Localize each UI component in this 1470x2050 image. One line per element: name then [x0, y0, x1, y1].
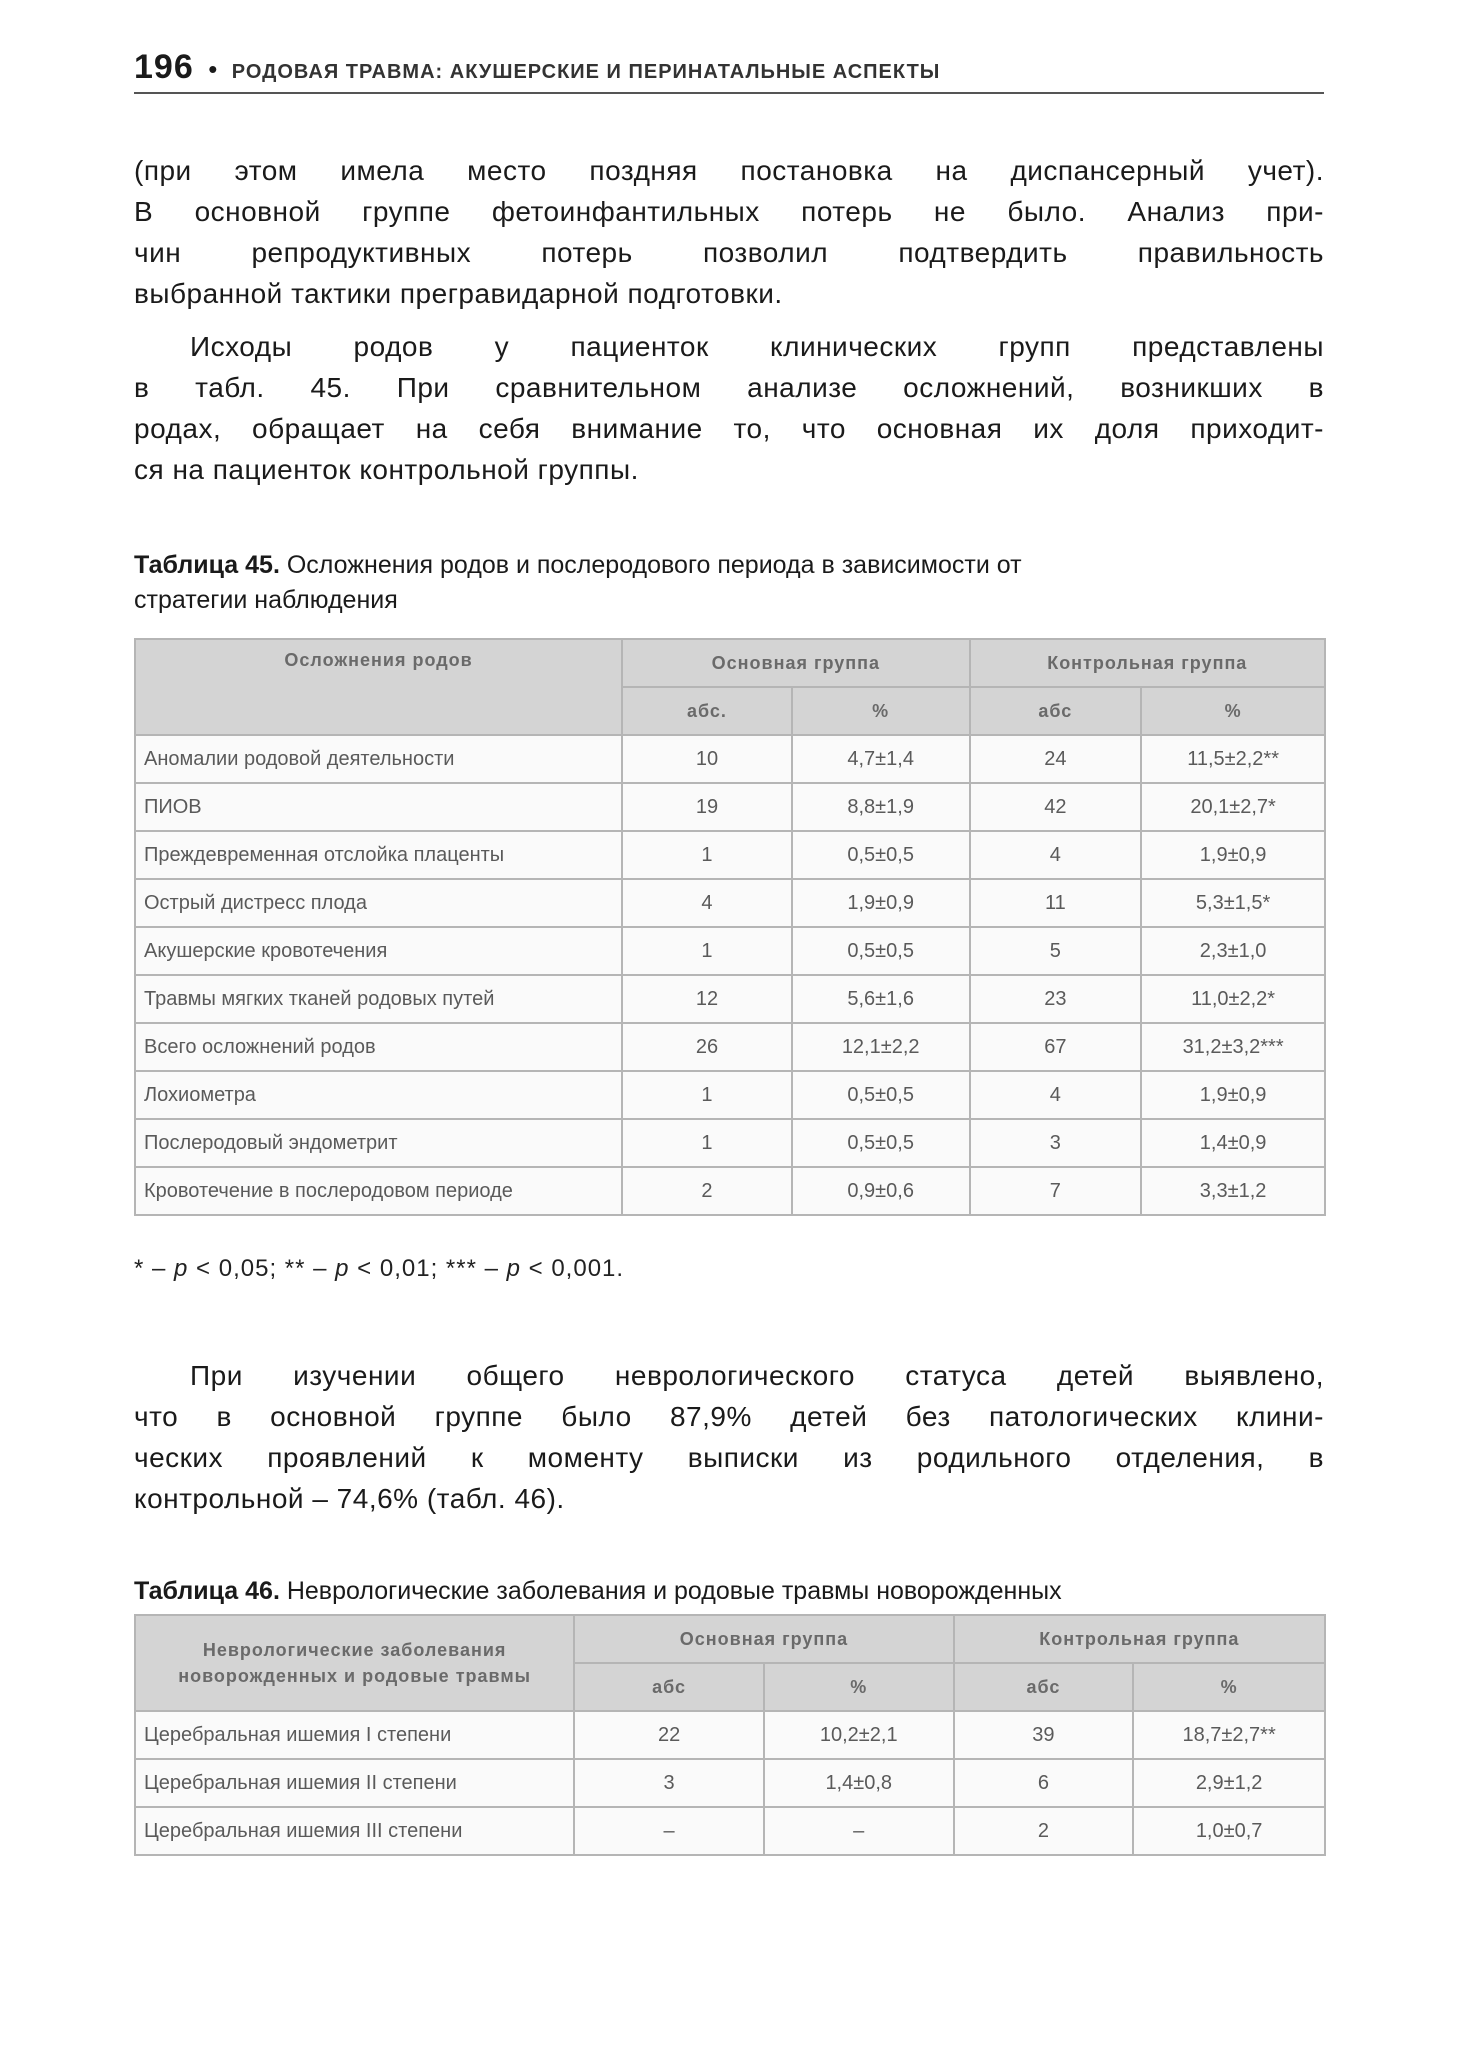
cell-control-abs: 11	[970, 879, 1142, 927]
cell-control-abs: 6	[954, 1759, 1134, 1807]
cell-control-pct: 11,5±2,2**	[1141, 735, 1325, 783]
table-row	[135, 879, 1325, 927]
row-label: ПИОВ	[135, 783, 622, 831]
table-row	[135, 1167, 1325, 1215]
cell-main-pct: 10,2±2,1	[764, 1711, 954, 1759]
cell-main-abs: 1	[622, 927, 792, 975]
row-label: Всего осложнений родов	[135, 1023, 622, 1071]
table-row	[135, 1023, 1325, 1071]
text-line: При изучении общего неврологического статуса детей выявлено,	[190, 1360, 1324, 1391]
text-line: В основной группе фетоинфантильных потерь не было. Анализ при-	[134, 196, 1324, 227]
cell-control-abs: 4	[970, 831, 1142, 879]
cell-main-pct: 8,8±1,9	[792, 783, 970, 831]
col-header-neuro-line1: Неврологические заболевания	[202, 1640, 507, 1660]
cell-control-abs: 42	[970, 783, 1142, 831]
table-row	[135, 1807, 1325, 1855]
paragraph-3	[134, 1355, 1324, 1519]
row-label: Послеродовый эндометрит	[135, 1119, 622, 1167]
col-header-neuro	[135, 1615, 574, 1711]
cell-main-pct: 0,9±0,6	[792, 1167, 970, 1215]
cell-main-abs: 1	[622, 1119, 792, 1167]
col-header-pct: %	[792, 687, 970, 735]
table-46-caption	[134, 1574, 1324, 1609]
col-header-pct: %	[1141, 687, 1325, 735]
cell-main-abs: 19	[622, 783, 792, 831]
table-row	[135, 927, 1325, 975]
row-label: Церебральная ишемия I степени	[135, 1711, 574, 1759]
cell-control-pct: 18,7±2,7**	[1133, 1711, 1325, 1759]
cell-main-abs: 1	[622, 1071, 792, 1119]
text-line: родах, обращает на себя внимание то, что основная их доля приходит-	[134, 413, 1324, 444]
col-header-pct: %	[1133, 1663, 1325, 1711]
cell-main-pct: 1,9±0,9	[792, 879, 970, 927]
table-46-title: Неврологические заболевания и родовые травмы новорожденных	[279, 1577, 1062, 1605]
cell-main-abs: 3	[574, 1759, 764, 1807]
cell-main-abs: 10	[622, 735, 792, 783]
cell-main-pct: 5,6±1,6	[792, 975, 970, 1023]
text-line: что в основной группе было 87,9% детей без патологических клини-	[134, 1401, 1324, 1432]
cell-main-pct: 0,5±0,5	[792, 1119, 970, 1167]
col-header-abs: абс	[574, 1663, 764, 1711]
cell-main-abs: 12	[622, 975, 792, 1023]
text-line: ся на пациенток контрольной группы.	[134, 454, 639, 485]
cell-control-abs: 4	[970, 1071, 1142, 1119]
table-row	[135, 735, 1325, 783]
col-header-pct: %	[764, 1663, 954, 1711]
cell-control-pct: 2,3±1,0	[1141, 927, 1325, 975]
col-header-neuro-line2: новорожденных и родовые травмы	[178, 1666, 532, 1686]
footnote-part: < 0,001.	[520, 1255, 625, 1282]
cell-main-pct: 0,5±0,5	[792, 927, 970, 975]
col-header-abs: абс	[954, 1663, 1134, 1711]
table-45-caption	[134, 548, 1324, 618]
row-label: Аномалии родовой деятельности	[135, 735, 622, 783]
footnote-p: p	[335, 1255, 350, 1282]
cell-control-abs: 24	[970, 735, 1142, 783]
text-line: в табл. 45. При сравнительном анализе осложнений, возникших в	[134, 372, 1324, 403]
col-header-main-group: Основная группа	[574, 1615, 953, 1663]
table-row	[135, 1119, 1325, 1167]
footnote-p: p	[506, 1255, 521, 1282]
table-46	[134, 1614, 1326, 1856]
cell-control-abs: 23	[970, 975, 1142, 1023]
table-row	[135, 783, 1325, 831]
footnote-p: p	[174, 1255, 189, 1282]
footnote-part: < 0,01; *** –	[349, 1255, 507, 1282]
cell-control-abs: 2	[954, 1807, 1134, 1855]
col-header-control-group: Контрольная группа	[954, 1615, 1325, 1663]
cell-control-pct: 1,9±0,9	[1141, 831, 1325, 879]
cell-main-pct: 0,5±0,5	[792, 831, 970, 879]
col-header-abs: абс.	[622, 687, 792, 735]
text-line: Исходы родов у пациенток клинических групп представлены	[190, 331, 1324, 362]
cell-control-abs: 5	[970, 927, 1142, 975]
paragraph-1	[134, 150, 1324, 314]
cell-main-pct: 12,1±2,2	[792, 1023, 970, 1071]
cell-main-abs: 1	[622, 831, 792, 879]
cell-main-pct: 1,4±0,8	[764, 1759, 954, 1807]
text-line: чин репродуктивных потерь позволил подтвердить правильность	[134, 237, 1324, 268]
row-label: Кровотечение в послеродовом периоде	[135, 1167, 622, 1215]
cell-control-pct: 1,9±0,9	[1141, 1071, 1325, 1119]
cell-control-pct: 5,3±1,5*	[1141, 879, 1325, 927]
footnote-part: < 0,05; ** –	[188, 1255, 336, 1282]
header-rule	[134, 92, 1324, 94]
text-line: выбранной тактики прегравидарной подготовки.	[134, 278, 783, 309]
cell-control-pct: 1,0±0,7	[1133, 1807, 1325, 1855]
table-45-title-cont: стратегии наблюдения	[134, 586, 398, 614]
table-45-title: Осложнения родов и послеродового периода в зависимости от	[279, 551, 1022, 579]
row-label: Лохиометра	[135, 1071, 622, 1119]
cell-main-abs: 4	[622, 879, 792, 927]
table-45-label: Таблица 45.	[134, 551, 280, 579]
row-label: Акушерские кровотечения	[135, 927, 622, 975]
col-header-main-group: Основная группа	[622, 639, 969, 687]
cell-main-pct: 4,7±1,4	[792, 735, 970, 783]
cell-control-pct: 2,9±1,2	[1133, 1759, 1325, 1807]
table-row	[135, 1711, 1325, 1759]
text-line: (при этом имела место поздняя постановка на диспансерный учет).	[134, 155, 1324, 186]
table-row	[135, 975, 1325, 1023]
cell-main-abs: 22	[574, 1711, 764, 1759]
cell-main-abs: 2	[622, 1167, 792, 1215]
table-row	[135, 1071, 1325, 1119]
cell-control-pct: 11,0±2,2*	[1141, 975, 1325, 1023]
cell-control-abs: 67	[970, 1023, 1142, 1071]
row-label: Травмы мягких тканей родовых путей	[135, 975, 622, 1023]
text-line: ческих проявлений к моменту выписки из родильного отделения, в	[134, 1442, 1324, 1473]
cell-main-pct: 0,5±0,5	[792, 1071, 970, 1119]
row-label: Острый дистресс плода	[135, 879, 622, 927]
table-row	[135, 1759, 1325, 1807]
table-46-label: Таблица 46.	[134, 1577, 280, 1605]
cell-control-abs: 3	[970, 1119, 1142, 1167]
cell-control-pct: 31,2±3,2***	[1141, 1023, 1325, 1071]
header-separator: •	[208, 54, 218, 84]
footnote-part: * –	[134, 1255, 175, 1282]
cell-main-abs: 26	[622, 1023, 792, 1071]
cell-control-pct: 3,3±1,2	[1141, 1167, 1325, 1215]
cell-control-pct: 1,4±0,9	[1141, 1119, 1325, 1167]
cell-main-abs: –	[574, 1807, 764, 1855]
text-line: контрольной – 74,6% (табл. 46).	[134, 1483, 565, 1514]
cell-main-pct: –	[764, 1807, 954, 1855]
col-header-complications: Осложнения родов	[135, 639, 622, 735]
col-header-control-group: Контрольная группа	[970, 639, 1325, 687]
table-45-footnote	[134, 1255, 624, 1283]
cell-control-abs: 39	[954, 1711, 1134, 1759]
table-row	[135, 831, 1325, 879]
row-label: Преждевременная отслойка плаценты	[135, 831, 622, 879]
row-label: Церебральная ишемия II степени	[135, 1759, 574, 1807]
row-label: Церебральная ишемия III степени	[135, 1807, 574, 1855]
running-header	[134, 48, 1334, 88]
cell-control-abs: 7	[970, 1167, 1142, 1215]
paragraph-2	[134, 326, 1324, 490]
cell-control-pct: 20,1±2,7*	[1141, 783, 1325, 831]
table-45	[134, 638, 1326, 1216]
col-header-abs: абс	[970, 687, 1142, 735]
page-number: 196	[134, 48, 194, 86]
header-title: РОДОВАЯ ТРАВМА: АКУШЕРСКИЕ И ПЕРИНАТАЛЬНЫЕ АСПЕКТЫ	[231, 61, 941, 83]
